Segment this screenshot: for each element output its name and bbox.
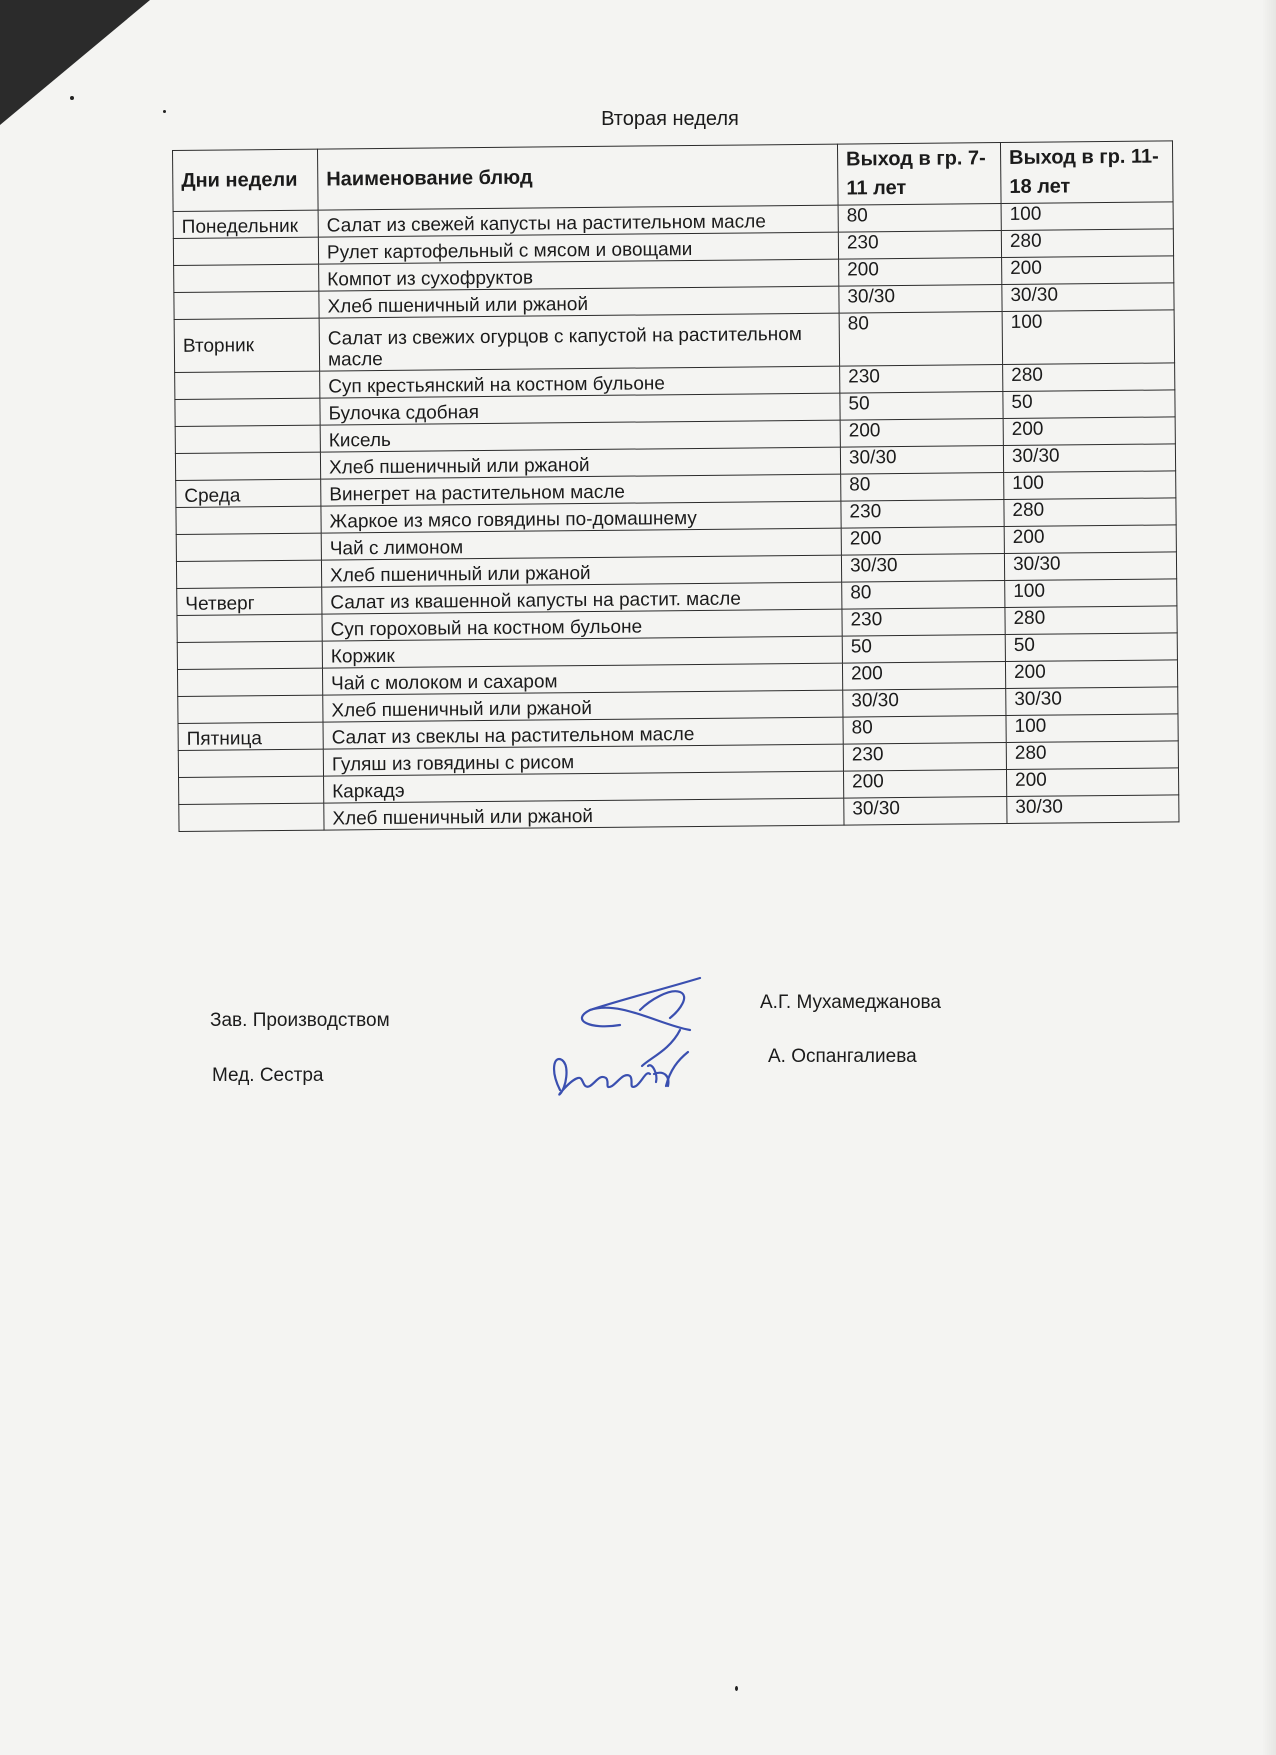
dish-cell: Суп крестьянский на костном бульоне <box>320 366 840 398</box>
dish-cell: Салат из свеклы на растительном масле <box>323 717 843 749</box>
portion-a-cell: 50 <box>840 392 1003 421</box>
portion-b-cell: 100 <box>1005 579 1177 608</box>
scan-dark-corner <box>0 0 150 125</box>
portion-b-cell: 280 <box>1001 229 1173 258</box>
portion-b-cell: 280 <box>1004 498 1176 527</box>
portion-a-cell: 80 <box>841 473 1004 502</box>
dish-cell: Суп гороховый на костном бульоне <box>322 609 842 641</box>
dish-cell: Чай с молоком и сахаром <box>322 663 842 695</box>
portion-a-cell: 80 <box>843 716 1006 745</box>
portion-a-cell: 30/30 <box>843 689 1006 718</box>
scan-speck <box>735 1686 738 1691</box>
portion-b-cell: 30/30 <box>1004 552 1176 581</box>
day-cell: Среда <box>176 479 321 507</box>
page-title: Вторая неделя <box>601 108 739 130</box>
dish-cell: Хлеб пшеничный или ржаной <box>319 286 839 318</box>
day-cell: Вторник <box>174 318 320 372</box>
portion-b-cell: 30/30 <box>1006 687 1178 716</box>
dish-cell: Булочка сдобная <box>320 393 840 425</box>
day-cell: Пятница <box>178 722 323 750</box>
menu-sheet <box>172 140 1179 832</box>
portion-a-cell: 200 <box>839 258 1002 287</box>
header-day: Дни недели <box>173 149 319 211</box>
dish-cell: Винегрет на растительном масле <box>321 474 841 506</box>
portion-b-cell: 30/30 <box>1007 795 1179 824</box>
portion-b-cell: 280 <box>1006 741 1178 770</box>
table-row <box>174 310 1174 373</box>
dish-cell: Хлеб пшеничный или ржаной <box>324 798 844 830</box>
day-cell <box>178 695 323 723</box>
portion-b-cell: 200 <box>1003 417 1175 446</box>
portion-a-cell: 30/30 <box>844 797 1007 826</box>
portion-a-cell: 200 <box>841 527 1004 556</box>
portion-a-cell: 230 <box>843 743 1006 772</box>
day-cell <box>174 264 319 292</box>
portion-a-cell: 30/30 <box>840 446 1003 475</box>
dish-cell: Чай с лимоном <box>321 528 841 560</box>
portion-b-cell: 200 <box>1004 525 1176 554</box>
signature-role-nurse: Мед. Сестра <box>212 1065 324 1086</box>
portion-a-cell: 230 <box>841 500 1004 529</box>
dish-cell: Гуляш из говядины с рисом <box>323 744 843 776</box>
dish-cell: Салат из свежей капусты на растительном масле <box>318 205 838 237</box>
day-cell <box>175 398 320 426</box>
portion-b-cell: 50 <box>1003 390 1175 419</box>
day-cell <box>178 749 323 777</box>
dish-cell: Хлеб пшеничный или ржаной <box>320 447 840 479</box>
portion-b-cell: 100 <box>1006 714 1178 743</box>
dish-cell: Салат из свежих огурцов с капустой на растительном масле <box>319 313 839 371</box>
portion-b-cell: 200 <box>1002 256 1174 285</box>
dish-cell: Жаркое из мясо говядины по-домашнему <box>321 501 841 533</box>
signature-name-nurse: А. Оспангалиева <box>768 1046 917 1067</box>
day-cell <box>176 533 321 561</box>
dish-cell: Каркадэ <box>324 771 844 803</box>
portion-b-cell: 280 <box>1005 606 1177 635</box>
portion-b-cell: 30/30 <box>1002 283 1174 312</box>
portion-a-cell: 200 <box>840 419 1003 448</box>
handwritten-signature-graphic <box>530 970 770 1110</box>
header-group-b: Выход в гр. 11-18 лет <box>1000 141 1173 204</box>
dish-cell: Хлеб пшеничный или ржаной <box>321 555 841 587</box>
portion-a-cell: 200 <box>843 770 1006 799</box>
portion-a-cell: 80 <box>838 204 1001 233</box>
day-cell <box>175 371 320 399</box>
day-cell <box>177 641 322 669</box>
portion-b-cell: 100 <box>1001 202 1173 231</box>
portion-a-cell: 30/30 <box>839 285 1002 314</box>
day-cell <box>173 237 318 265</box>
portion-b-cell: 100 <box>1002 310 1175 365</box>
header-group-a: Выход в гр. 7-11 лет <box>837 143 1001 206</box>
portion-b-cell: 100 <box>1004 471 1176 500</box>
day-cell <box>175 425 320 453</box>
day-cell <box>177 668 322 696</box>
table-header-row <box>173 141 1174 212</box>
portion-b-cell: 200 <box>1006 768 1178 797</box>
portion-a-cell: 200 <box>842 662 1005 691</box>
day-cell <box>175 452 320 480</box>
signature-name-production-head: А.Г. Мухамеджанова <box>760 992 941 1013</box>
dish-cell: Рулет картофельный с мясом и овощами <box>318 232 838 264</box>
day-cell <box>179 776 324 804</box>
scan-edge <box>1262 0 1276 1755</box>
dish-cell: Коржик <box>322 636 842 668</box>
day-cell <box>179 803 324 831</box>
portion-a-cell: 230 <box>840 365 1003 394</box>
day-cell <box>176 560 321 588</box>
day-cell: Понедельник <box>173 210 318 238</box>
portion-a-cell: 230 <box>842 608 1005 637</box>
header-dish: Наименование блюд <box>317 144 838 210</box>
portion-b-cell: 50 <box>1005 633 1177 662</box>
day-cell <box>174 291 319 319</box>
day-cell <box>176 506 321 534</box>
portion-a-cell: 230 <box>838 231 1001 260</box>
portion-a-cell: 30/30 <box>841 554 1004 583</box>
dish-cell: Салат из квашенной капусты на растит. масле <box>322 582 842 614</box>
portion-b-cell: 200 <box>1005 660 1177 689</box>
signature-role-production-head: Зав. Производством <box>210 1010 390 1031</box>
portion-a-cell: 80 <box>842 581 1005 610</box>
portion-b-cell: 280 <box>1003 363 1175 392</box>
menu-table <box>172 140 1180 832</box>
portion-a-cell: 50 <box>842 635 1005 664</box>
dish-cell: Компот из сухофруктов <box>319 259 839 291</box>
portion-a-cell: 80 <box>839 312 1003 367</box>
day-cell <box>177 614 322 642</box>
dish-cell: Кисель <box>320 420 840 452</box>
scan-speck <box>70 96 74 100</box>
day-cell: Четверг <box>177 587 322 615</box>
dish-cell: Хлеб пшеничный или ржаной <box>323 690 843 722</box>
portion-b-cell: 30/30 <box>1003 444 1175 473</box>
